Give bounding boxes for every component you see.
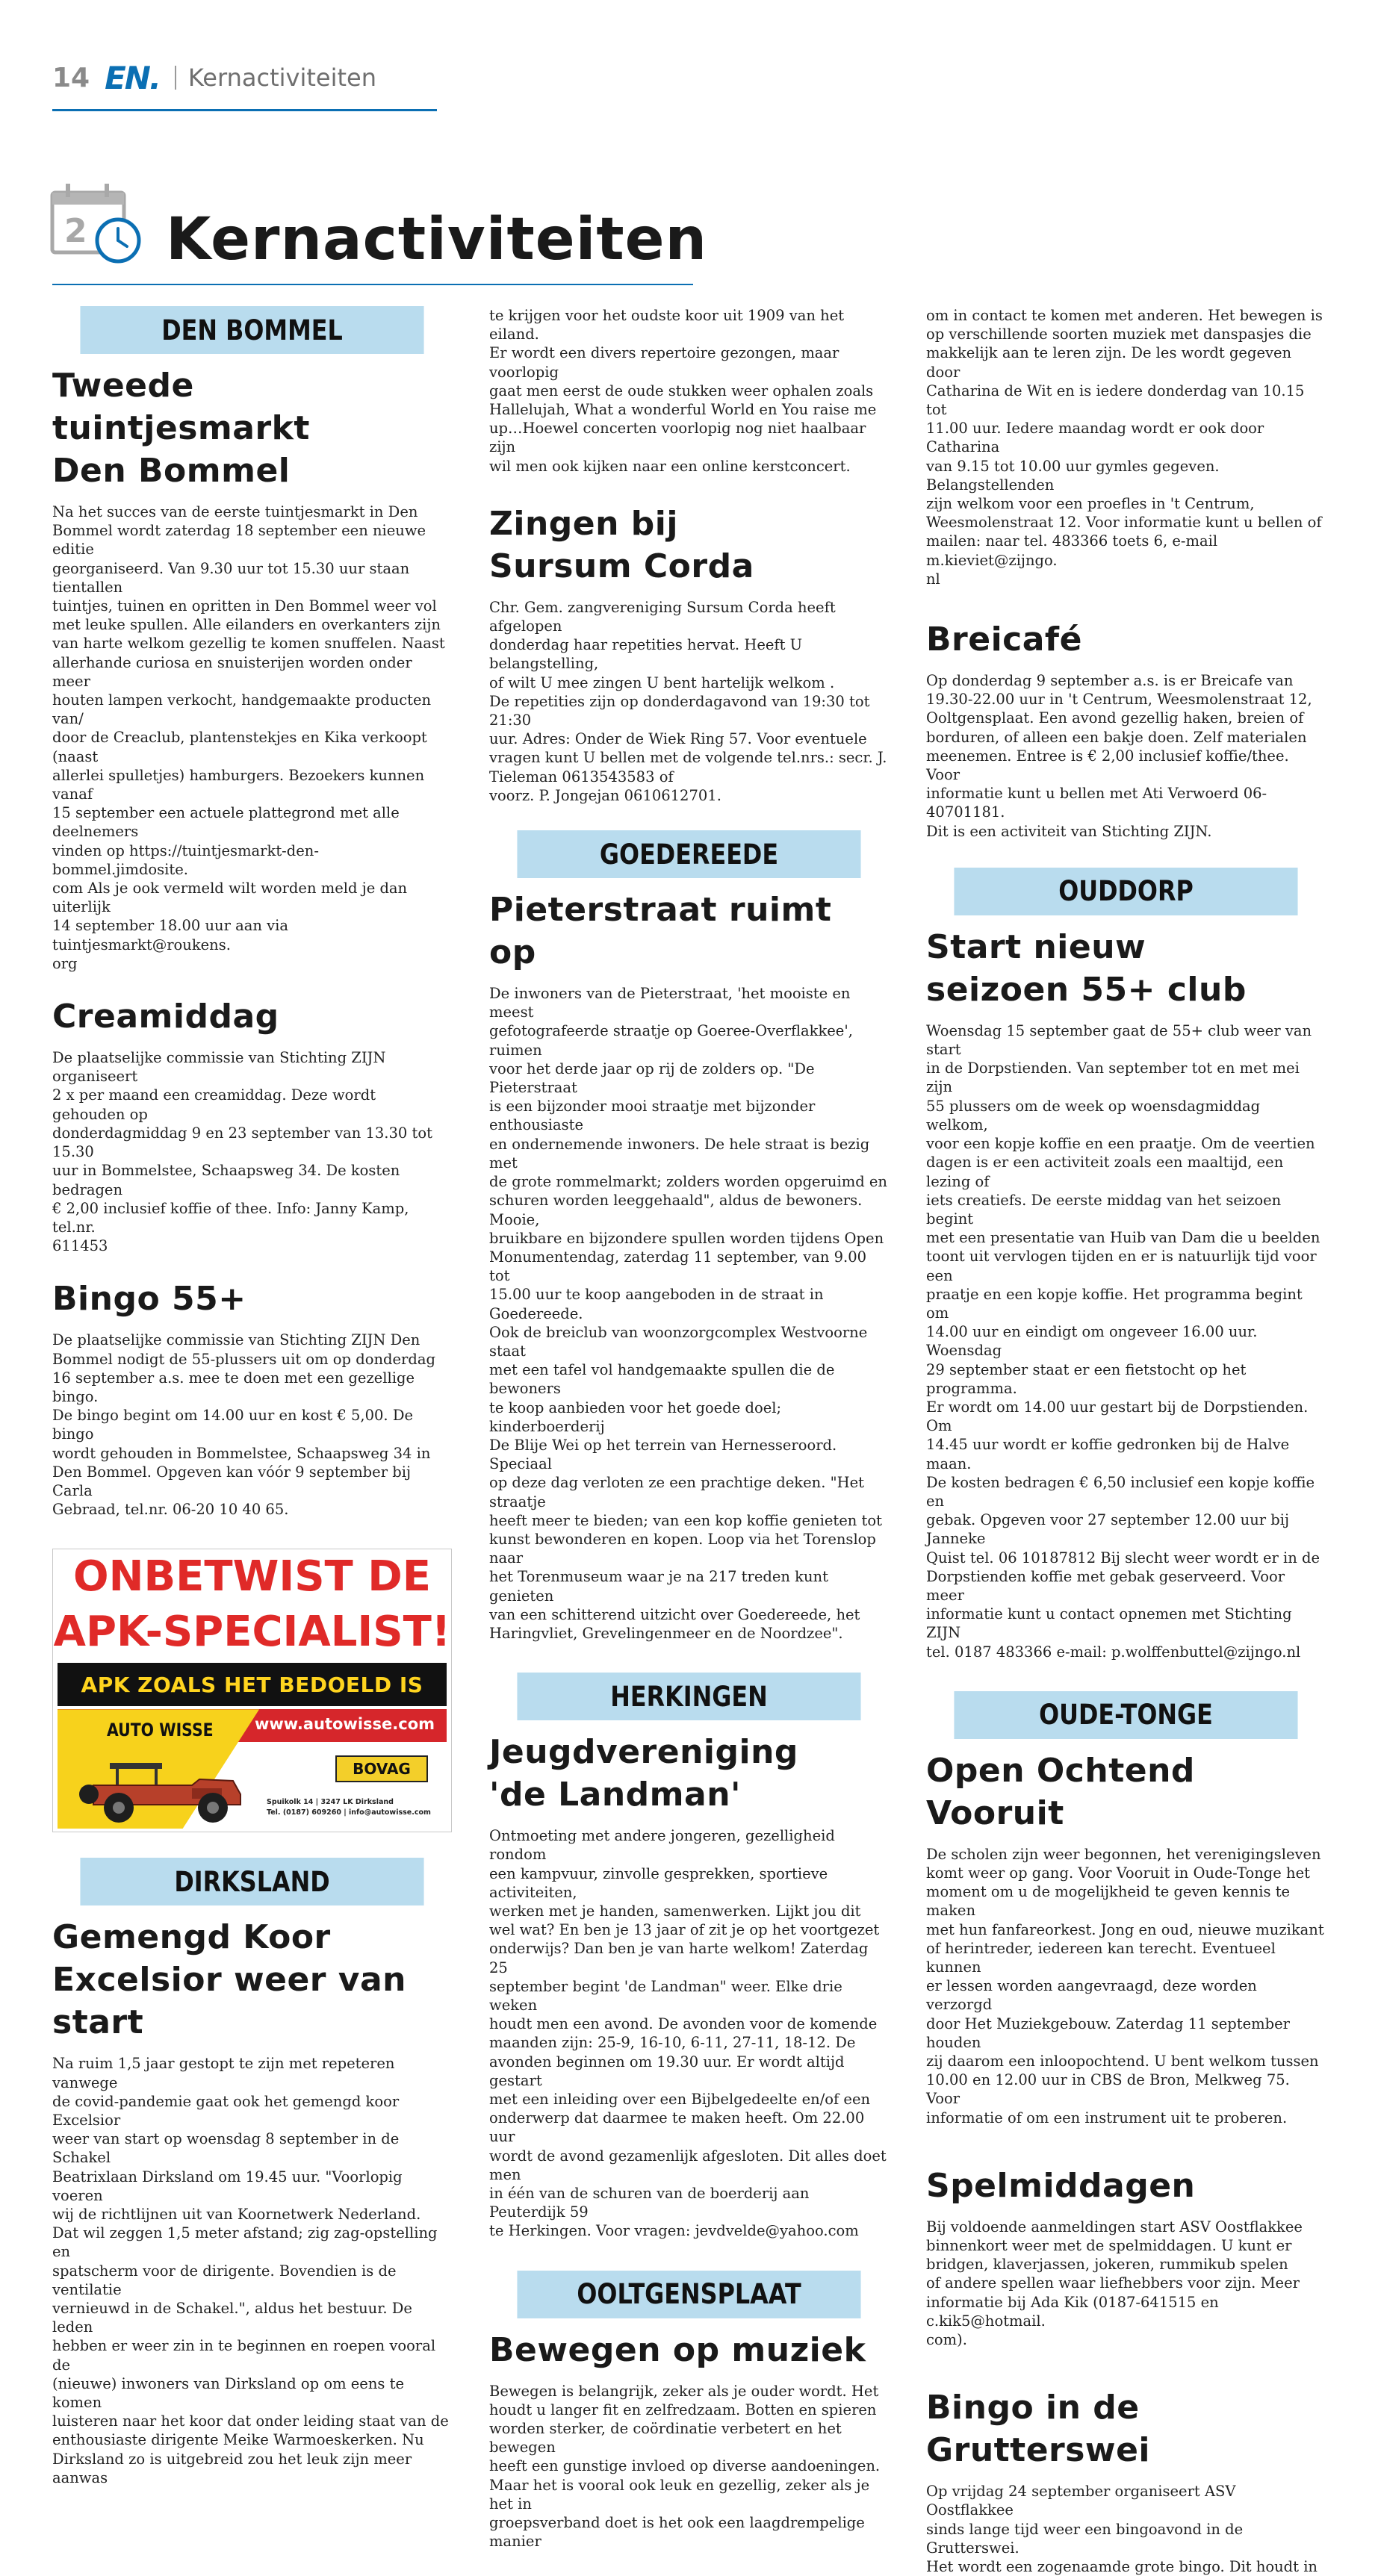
article-body-55-club: Woensdag 15 september gaat de 55+ club weer van start in de Dorpstienden. Van september tot en met mei zijn 55 plussers om de week op woensdagmiddag welkom, voor een kopje koffie en een praatje. Om de veertien dagen is er een activiteit zoals een maaltijd, een lezing of iets creatiefs. De eerste middag van het seizoen begint met een presentatie van Huib van Dam die u beelden toont uit vervlogen tijden en er is natuurlijk tijd voor een praatje en een kopje koffie. Het programma begint om 14.00 uur en eindigt om ongeveer 16.00 uur. Woensdag 29 september staat er een fietstocht op het programma. Er wordt om 14.00 uur gestart bij de Dorpstienden. Om 14.45 uur wordt er koffie gedronken bij de Halve maan. De kosten bedragen € 6,50 inclusief een kopje koffie en gebak. Opgeven voor 27 september 12.00 uur bij Janneke Quist tel. 06 10187812 Bij slecht weer wordt er in de Dorpstienden koffie met gebak geserveerd. Voor meer informatie kunt u contact opnemen met Stichting ZIJN tel. 0187 483366 e-mail: p.wolffenbuttel@zijngo.nl xyxy=(926,1021,1320,1661)
town-banner-herkingen: HERKINGEN xyxy=(517,1673,860,1720)
article-title-sursum-corda: Zingen bij Sursum Corda xyxy=(489,504,754,585)
ad-headline-1: ONBETWIST DE xyxy=(73,1552,431,1602)
column-3 xyxy=(926,306,1326,2576)
article-title-bingo-55: Bingo 55+ xyxy=(52,1280,246,1319)
page-title: Kernactiviteiten xyxy=(166,206,708,273)
header-rule xyxy=(52,109,437,111)
article-body-gemengd-koor: Na ruim 1,5 jaar gestopt te zijn met repeteren vanwege de covid-pandemie gaat ook het gemengd koor Excelsior weer van start op woensdag 8 september in de Schakel Beatrixlaan Dirksland om 19.45 uur. "Voorlopig voeren wij de richtlijnen uit van Koornetwerk Nederland. Dat wil zeggen 1,5 meter afstand; zig zag-opstelling en spatscherm voor de dirigente. Bovendien is de ventilatie vernieuwd in de Schakel.", aldus het bestuur. De leden hebben er weer zin in te beginnen en roepen vooral de (nieuwe) inwoners van Dirksland op om eens te komen luisteren naar het koor dat onder leiding staat van de enthousiaste dirigente Meike Warmoeskerken. Nu Dirksland zo is uitgebreid zou het leuk zijn meer aanwas xyxy=(52,2055,449,2486)
jeep-car-icon xyxy=(80,1755,252,1826)
ad-url: www.autowisse.com xyxy=(255,1715,435,1734)
bovag-logo: BOVAG xyxy=(335,1755,428,1782)
article-body-pieterstraat: De inwoners van de Pieterstraat, 'het mooiste en meest gefotografeerde straatje op Goeree-Overflakkee', ruimen voor het derde jaar op rij de zolders op. "De Pieterstraat is een bijzonder mooi straatje met bijzonder enthousiaste en ondernemende inwoners. De hele straat is bezig met de grote rommelmarkt; zolders worden opgeruimd en schuren worden leeggehaald", aldus de bewoners. Mooie, bruikbare en bijzondere spullen worden tijdens Open Monumentendag, zaterdag 11 september, van 9.00 tot 15.00 uur te koop aangeboden in de straat in Goedereede. Ook de breiclub van woonzorgcomplex Westvoorne staat met een tafel vol handgemaakte spullen die de bewoners te koop aanbieden voor het goede doel; kinderboerderij De Blije Wei op het terrein van Hernesseroord. Speciaal op deze dag verloten ze een prachtige deken. "Het straatje heeft meer te bieden; van een kop koffie genieten tot kunst bewonderen en kopen. Loop via het Torenslop naar het Torenmuseum waar je na 217 treden kunt genieten van een schitterend uitzicht over Goedereede, het Haringvliet, Grevelingenmeer en de Noordzee". xyxy=(489,985,887,1642)
article-body-bewegen-continued: om in contact te komen met anderen. Het bewegen is op verschillende soorten muziek met danspasjes die makkelijk aan te leren zijn. De les wordt gegeven door Catharina de Wit en is iedere donderdag van 10.15 tot 11.00 uur. Iedere maandag wordt er ook door Catharina van 9.15 tot 10.00 uur gymles gegeven. Belangstellenden zijn welkom voor een proefles in 't Centrum, Weesmolenstraat 12. Voor informatie kunt u bellen of mailen: naar tel. 483366 toets 6, e-mail m.kieviet@zijngo. nl xyxy=(926,307,1323,588)
article-body-de-landman: Ontmoeting met andere jongeren, gezelligheid rondom een kampvuur, zinvolle gesprekken, sportieve activiteiten, werken met je handen, samenwerken. Lijkt jou dit wel wat? En ben je 13 jaar of zit je op het voortgezet onderwijs? Dan ben je van harte welkom! Zaterdag 25 september begint 'de Landman" weer. Elke drie weken houdt men een avond. De avonden voor de komende maanden zijn: 25-9, 16-10, 6-11, 27-11, 18-12. De avonden beginnen om 19.30 uur. Er wordt altijd gestart met een inleiding over een Bijbelgedeelte en/of een onderwerp dat daarmee te maken heeft. Om 22.00 uur wordt de avond gezamenlijk afgesloten. Dit alles doet men in één van de schuren van de boerderij aan Peuterdijk 59 te Herkingen. Voor vragen: jevdvelde@yahoo.com xyxy=(489,1827,887,2240)
ad-address xyxy=(267,1797,431,1818)
town-banner-goedereede: GOEDEREEDE xyxy=(517,830,860,878)
article-body-spelmiddagen: Bij voldoende aanmeldingen start ASV Oostflakkee binnenkort weer met de spelmiddagen. U kunt er bridgen, klaverjassen, jokeren, rummikub spelen of andere spellen waar liefhebbers voor zijn. Meer informatie bij Ada Kik (0187-641515 en c.kik5@hotmail. com). xyxy=(926,2218,1303,2349)
article-body-sursum-corda: Chr. Gem. zangvereniging Sursum Corda heeft afgelopen donderdag haar repetities hervat. Heeft U belangstelling, of wilt U mee zingen U bent hartelijk welkom . De repetities zijn op donderdagavond van 19:30 tot 21:30 uur. Adres: Onder de Wiek Ring 57. Voor eventuele vragen kunt U bellen met de volgende tel.nrs.: secr. J. Tieleman 0613543583 of voorz. P. Jongejan 0610612701. xyxy=(489,598,887,804)
article-body-creamiddag: De plaatselijke commissie van Stichting ZIJN organiseert 2 x per maand een creamiddag. Deze wordt gehouden op donderdagmiddag 9 en 23 september van 13.30 tot 15.30 uur in Bommelstee, Schaapsweg 34. De kosten bedragen € 2,00 inclusief koffie of thee. Info: Janny Kamp, tel.nr. 611453 xyxy=(52,1049,432,1255)
article-title-bingo-grutterswei: Bingo in de Grutterswei xyxy=(926,2389,1151,2470)
town-banner-den-bommel: DEN BOMMEL xyxy=(80,306,423,354)
header-divider xyxy=(175,66,176,90)
article-body-open-ochtend-vooruit: De scholen zijn weer begonnen, het verenigingsleven komt weer op gang. Voor Vooruit in Oude-Tonge het moment om u de mogelijkheid te geven kennis te maken met hun fanfareorkest. Jong en oud, nieuwe muzikant of herintreder, iedereen kan terecht. Eventueel kunnen er lessen worden aangevraagd, deze worden verzorgd door Het Muziekgebouw. Zaterdag 11 september houden zij daarom een inloopochtend. U bent welkom tussen 10.00 en 12.00 uur in CBS de Bron, Melkweg 75. Voor informatie of om een instrument uit te proberen. xyxy=(926,1845,1324,2127)
article-body-gemengd-koor-continued: te krijgen voor het oudste koor uit 1909 van het eiland. Er wordt een divers repertoire gezongen, maar voorlopig gaat men eerst de oude stukken weer ophalen zoals Hallelujah, What a wonderful World en You raise me up…Hoewel concerten voorlopig nog niet haalbaar zijn wil men ook kijken naar een online kerstconcert. xyxy=(489,307,877,475)
article-body-bewegen-op-muziek: Bewegen is belangrijk, zeker als je ouder wordt. Het houdt u langer fit en zelfredzaam. Botten en spieren worden sterker, de coördinatie verbetert en het bewegen heeft een gunstige invloed op diverse aandoeningen. Maar het is vooral ook leuk en gezellig, zeker als je het in groepsverband doet is het ook een laagdrempelige manier xyxy=(489,2382,881,2551)
article-title-spelmiddagen: Spelmiddagen xyxy=(926,2166,1196,2205)
page-number: 14 xyxy=(52,62,90,93)
article-title-breicafe: Breicafé xyxy=(926,620,1082,659)
ad-brand-name: AUTO WISSE xyxy=(107,1720,214,1741)
article-title-55-club: Start nieuw seizoen 55+ club xyxy=(926,927,1247,1009)
town-banner-oude-tonge: OUDE-TONGE xyxy=(954,1691,1297,1739)
calendar-digit: 2 xyxy=(64,212,87,250)
article-title-gemengd-koor: Gemengd Koor Excelsior weer van start xyxy=(52,1918,407,2042)
ad-address-line-1: Spuikolk 14 | 3247 LK Dirksland xyxy=(267,1798,394,1807)
column-2 xyxy=(489,306,889,2551)
article-title-pieterstraat: Pieterstraat ruimt op xyxy=(489,891,832,972)
advertisement-auto-wisse[interactable] xyxy=(52,1549,452,1832)
article-body-bingo-55: De plaatselijke commissie van Stichting ZIJN Den Bommel nodigt de 55-plussers uit om op donderdag 16 september a.s. mee te doen met een gezellige bingo. De bingo begint om 14.00 uur en kost € 5,00. De bingo wordt gehouden in Bommelstee, Schaapsweg 34 in Den Bommel. Opgeven kan vóór 9 september bij Carla Gebraad, tel.nr. 06-20 10 40 65. xyxy=(52,1331,435,1519)
town-banner-ooltgensplaat: OOLTGENSPLAAT xyxy=(517,2271,860,2318)
calendar-clock-icon xyxy=(51,182,145,266)
ad-bottom-panel xyxy=(58,1709,447,1829)
article-body-bingo-grutterswei: Op vrijdag 24 september organiseert ASV Oostflakkee sinds lange tijd weer een bingoavond in de Grutterswei. Het wordt een zogenaamde grote bingo. Dit houdt in xyxy=(926,2483,1318,2576)
article-body-tuintjesmarkt: Na het succes van de eerste tuintjesmarkt in Den Bommel wordt zaterdag 18 september een nieuwe editie georganiseerd. Van 9.30 uur tot 15.30 uur staan tientallen tuintjes, tuinen en opritten in Den Bommel weer vol met leuke spullen. Alle eilanders en overkanters zijn van harte welkom gezellig te komen snuffelen. Naast allerhande curiosa en snuisterijen worden onder meer houten lampen verkocht, handgemaakte producten van/ door de Creaclub, plantenstekjes en Kika verkoopt (naast allerlei spulletjes) hamburgers. Bezoekers kunnen vanaf 15 september een actuele plattegrond met alle deelnemers vinden op https://tuintjesmarkt-den-bommel.jimdosite. com Als je ook vermeld wilt worden meld je dan uiterlijk 14 september 18.00 uur aan via tuintjesmarkt@roukens. org xyxy=(52,503,445,972)
title-rule xyxy=(52,284,693,285)
ad-address-line-2: Tel. (0187) 609260 | info@autowisse.com xyxy=(267,1808,431,1817)
article-title-creamiddag: Creamiddag xyxy=(52,998,279,1036)
page-header xyxy=(52,58,376,97)
article-title-bewegen-op-muziek: Bewegen op muziek xyxy=(489,2330,866,2369)
article-body-breicafe: Op donderdag 9 september a.s. is er Breicafe van 19.30-22.00 uur in 't Centrum, Weesmolenstraat 12, Ooltgensplaat. Een avond gezellig haken, breien of borduren, of alleen een bakje doen. Zelf materialen meenemen. Entree is € 2,00 inclusief koffie/thee. Voor informatie kunt u bellen met Ati Verwoerd 06-40701181. Dit is een activiteit van Stichting ZIJN. xyxy=(926,672,1312,840)
article-title-open-ochtend-vooruit: Open Ochtend Vooruit xyxy=(926,1751,1195,1832)
article-title-tuintjesmarkt: Tweede tuintjesmarkt Den Bommel xyxy=(52,367,310,490)
ad-headline-2: APK-SPECIALIST! xyxy=(53,1608,451,1657)
column-1 xyxy=(52,306,452,2486)
newspaper-logo: EN. xyxy=(105,59,160,96)
section-name: Kernactiviteiten xyxy=(187,63,376,92)
article-title-de-landman: Jeugdvereniging 'de Landman' xyxy=(489,1733,798,1814)
ad-slogan-bar: APK ZOALS HET BEDOELD IS xyxy=(58,1663,447,1706)
town-banner-ouddorp: OUDDORP xyxy=(954,868,1297,915)
town-banner-dirksland: DIRKSLAND xyxy=(80,1858,423,1905)
